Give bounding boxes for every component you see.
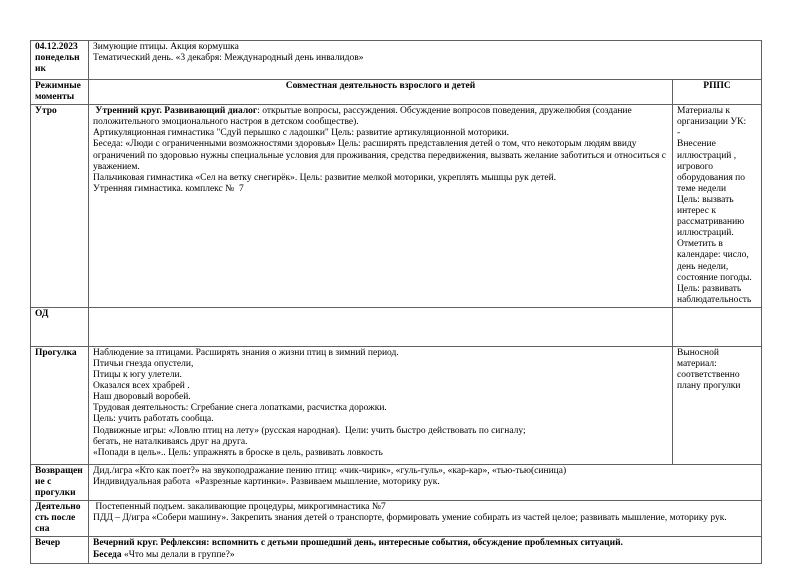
morning-paragraph-1 xyxy=(93,106,668,128)
theme-cell xyxy=(89,41,762,80)
evening-p2-rest: «Что мы делали в группе?» xyxy=(121,549,235,560)
morning-rpps-line: - xyxy=(677,128,681,139)
return-paragraph-1: Дид./игра «Кто как поет?» на звукоподражание пению птиц: «чик-чирик», «гуль-гуль», «кар-кар», «тью-тью(синица) xyxy=(93,465,567,476)
morning-rpps-line: Цель: вызвать интерес к рассматриванию иллюстраций. xyxy=(677,194,747,239)
column-header-rpps: РППС xyxy=(673,80,762,105)
walk-content xyxy=(89,346,673,464)
walk-paragraph-6: Трудовая деятельность: Сгребание снега лопатками, расчистка дорожки. xyxy=(93,403,387,414)
morning-content xyxy=(89,105,673,308)
evening-paragraph-2 xyxy=(93,550,757,561)
table-row-walk xyxy=(31,346,762,464)
evening-p2-bold: Беседа xyxy=(93,549,122,560)
evening-paragraph-1: Вечерний круг. Рефлексия: вспомнить с детьми прошедший день, интересные события, обсуждение проблемных ситуаций. xyxy=(93,538,623,549)
od-rpps xyxy=(673,307,762,346)
table-row-header xyxy=(31,80,762,105)
morning-paragraph-5: Утренняя гимнастика. комплекс № 7 xyxy=(93,183,244,194)
after-sleep-content xyxy=(89,501,762,537)
table-row-od xyxy=(31,307,762,346)
walk-paragraph-7: Цель: учить работать сообща. xyxy=(93,414,214,425)
od-content xyxy=(89,307,673,346)
morning-rpps-line: Материалы к организации УК: xyxy=(677,106,747,128)
morning-p1-bold: Утренний круг. Развивающий диалог xyxy=(93,106,258,117)
walk-label: Прогулка xyxy=(31,346,89,464)
morning-label: Утро xyxy=(31,105,89,308)
walk-rpps xyxy=(673,346,762,464)
table-row-date xyxy=(31,41,762,80)
evening-content xyxy=(89,537,762,564)
walk-paragraph-10: «Попади в цель».. Цель: упражнять в броске в цель, развивать ловкость xyxy=(93,447,383,458)
column-header-regime: Режимные моменты xyxy=(31,80,89,105)
after-sleep-paragraph-2: ПДД – Д/игра «Собери машину». Закрепить знания детей о транспорте, формировать умение собирать из частей целое; развивать мышление, моторику рук. xyxy=(93,513,727,524)
morning-paragraph-4: Пальчиковая гимнастика «Сел на ветку снегирёк». Цель: развитие мелкой моторики, укреплять мышцы рук детей. xyxy=(93,172,557,183)
column-header-joint-activity: Совместная деятельность взрослого и детей xyxy=(89,80,673,105)
morning-rpps-line: Внесение иллюстраций , игрового оборудования по теме недели xyxy=(677,139,748,194)
morning-rpps xyxy=(673,105,762,308)
after-sleep-label: Деятельность после сна xyxy=(31,501,89,537)
morning-rpps-line: Отметить в календаре: число, день недели, состояние погоды. xyxy=(677,239,752,283)
morning-rpps-line: Цель: развивать наблюдательность xyxy=(677,283,752,305)
walk-paragraph-2: Птичьи гнезда опустели, xyxy=(93,358,194,369)
morning-paragraph-2: Артикуляционная гимнастика "Сдуй перышко с ладошки" Цель: развитие артикуляционной моторики. xyxy=(93,128,510,139)
after-sleep-paragraph-1: Постепенный подъем. закаливающие процедуры, микрогимнастика №7 xyxy=(93,502,386,513)
table-row-morning xyxy=(31,105,762,308)
table-row-return xyxy=(31,464,762,500)
theme-line-2: Тематический день. «3 декабря: Международный день инвалидов» xyxy=(93,53,364,64)
return-label: Возвращение с прогулки xyxy=(31,464,89,500)
return-paragraph-2: Индивидуальная работа «Разрезные картинки». Развиваем мышление, моторику рук. xyxy=(93,476,440,487)
od-label: ОД xyxy=(31,307,89,346)
walk-paragraph-1: Наблюдение за птицами. Расширять знания о жизни птиц в зимний период. xyxy=(93,347,399,358)
morning-p1-rest: : открытые вопросы, рассуждения. Обсуждение вопросов поведения, дружелюбия (создание положительного эмоционального настроя в детском сообществе). xyxy=(93,106,635,128)
walk-paragraph-5: Наш дворовый воробей. xyxy=(93,392,191,403)
evening-label: Вечер xyxy=(31,537,89,564)
walk-paragraph-4: Оказался всех храбрей . xyxy=(93,381,190,392)
walk-rpps-text: Выносной материал: соответственно плану прогулки xyxy=(677,347,745,392)
walk-paragraph-3: Птицы к югу улетели. xyxy=(93,370,182,381)
theme-line-1: Зимующие птицы. Акция кормушка xyxy=(93,42,239,52)
table-row-evening xyxy=(31,537,762,564)
daily-plan-table xyxy=(30,40,762,564)
date-cell: 04.12.2023 понедельник xyxy=(31,41,89,80)
table-row-after-sleep xyxy=(31,501,762,537)
morning-paragraph-3: Беседа: «Люди с ограниченными возможностями здоровья» Цель: расширять представления детей о том, что некоторым людям ввиду ограничений по здоровью нужны специальные условия для проживания, средства передвижения, вызвать желание заботиться и относиться с уважением. xyxy=(93,139,669,172)
return-content xyxy=(89,464,762,500)
walk-paragraph-8: Подвижные игры: «Ловлю птиц на лету» (русская народная). Цели: учить быстро действовать по сигналу; xyxy=(93,425,526,436)
walk-paragraph-9: бегать, не наталкиваясь друг на друга. xyxy=(93,436,248,447)
